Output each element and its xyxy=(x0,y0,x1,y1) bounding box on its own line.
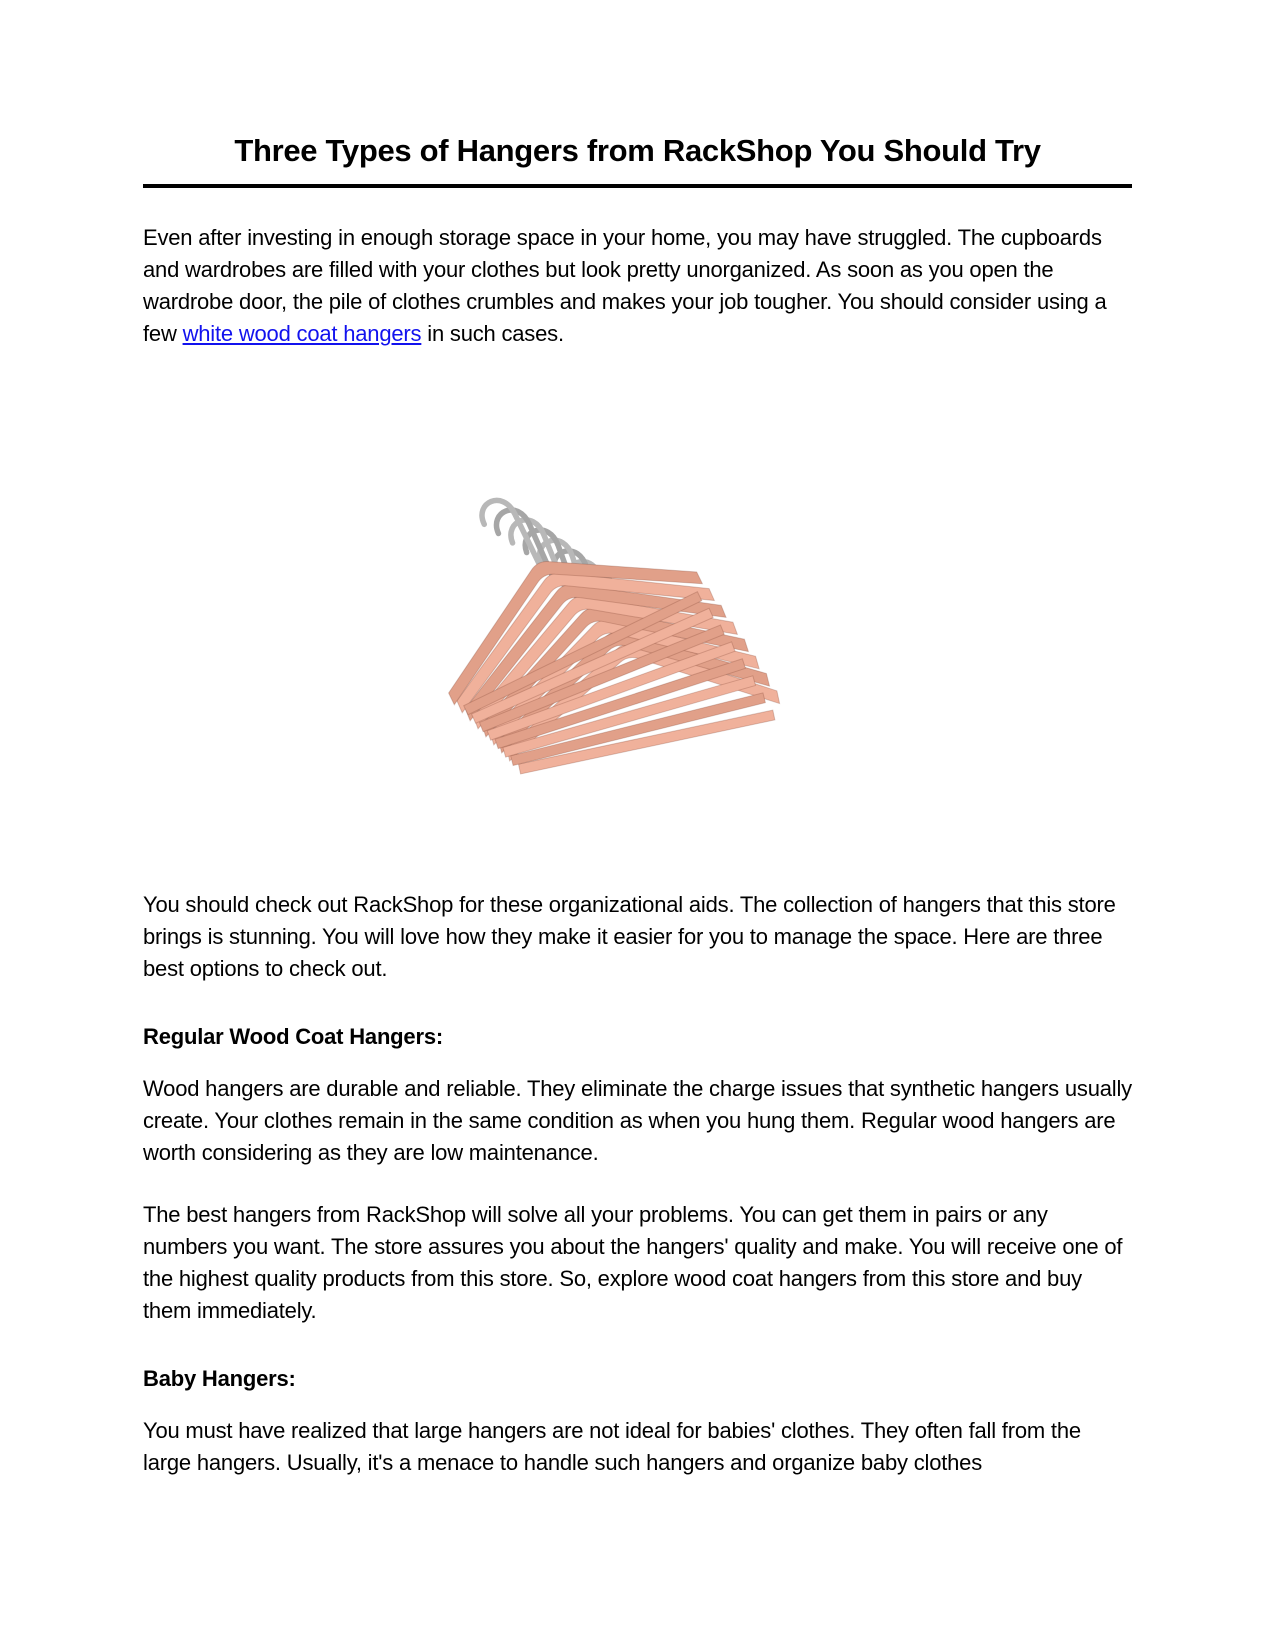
regular-wood-paragraph-2: The best hangers from RackShop will solve all your problems. You can get them in pairs or any numbers you want. The store assures you about the hangers' quality and make. You will receive one of the highest quality products from this store. So, explore wood coat hangers from this store and buy them immediately. xyxy=(143,1202,1123,1323)
intro-text-before-link: Even after investing in enough storage space in your home, you may have struggled. The cupboards and wardrobes are filled with your clothes but look pretty unorganized. As soon as you open the wardrobe door, the pile of clothes crumbles and makes your job tougher. You should consider using a few xyxy=(143,225,1107,346)
hangers-product-image xyxy=(393,380,823,815)
regular-wood-paragraph-1: Wood hangers are durable and reliable. They eliminate the charge issues that synthetic hangers usually create. Your clothes remain in the same condition as when you hung them. Regular wood hangers are worth considering as they are low maintenance. xyxy=(143,1076,1132,1165)
section-heading-regular-wood-coat-hangers: Regular Wood Coat Hangers: xyxy=(143,1024,443,1049)
page-title: Three Types of Hangers from RackShop You Should Try xyxy=(143,130,1132,188)
post-image-paragraph: You should check out RackShop for these organizational aids. The collection of hangers that this store brings is stunning. You will love how they make it easier for you to manage the space. Here are three best options to check out. xyxy=(143,892,1116,981)
hangers-product-figure xyxy=(393,380,823,815)
white-wood-coat-hangers-link[interactable]: white wood coat hangers xyxy=(182,321,422,346)
intro-paragraph xyxy=(143,222,1132,350)
intro-text-after-link: in such cases. xyxy=(421,321,564,346)
baby-hangers-paragraph-1: You must have realized that large hangers are not ideal for babies' clothes. They often fall from the large hangers. Usually, it's a menace to handle such hangers and organize baby clothes xyxy=(143,1418,1081,1475)
section-heading-baby-hangers: Baby Hangers: xyxy=(143,1366,296,1391)
